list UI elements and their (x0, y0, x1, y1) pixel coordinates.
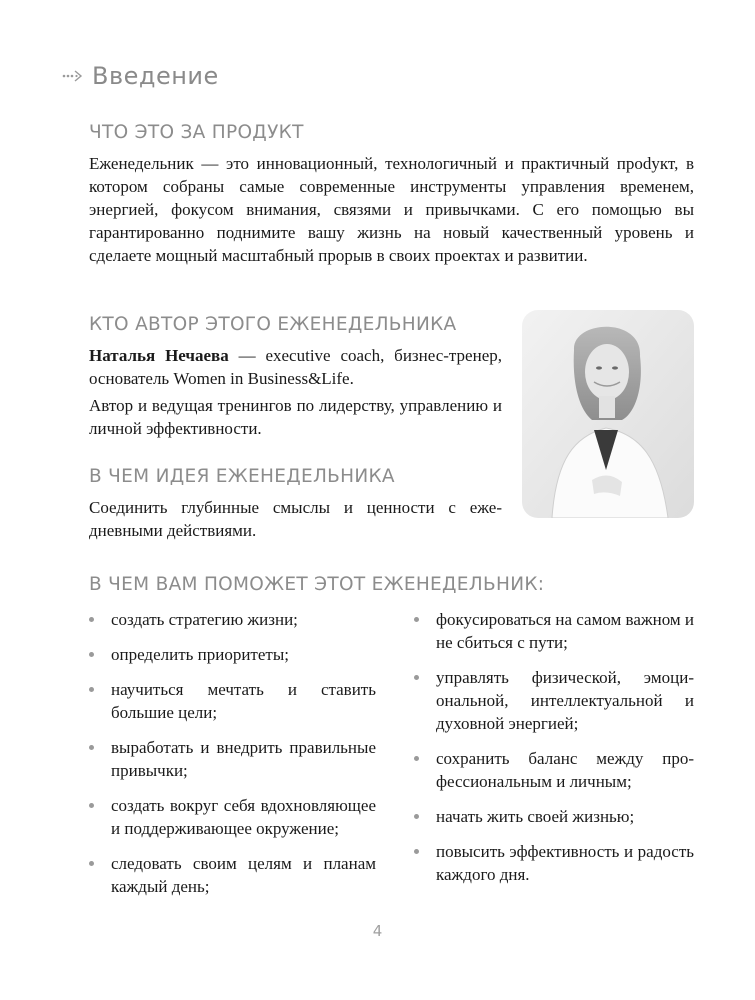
heading-author: КТО АВТОР ЭТОГО ЕЖЕНЕДЕЛЬНИКА (89, 314, 457, 335)
list-item: начать жить своей жизнью; (414, 805, 694, 828)
bullet-icon (89, 687, 94, 692)
bullet-icon (89, 861, 94, 866)
dotted-arrow-icon (62, 69, 84, 83)
list-item: повысить эффективность и радость каждого дня. (414, 840, 694, 886)
paragraph-author-bio (89, 344, 502, 390)
chapter-title-text: Введение (92, 62, 219, 90)
list-item: создать стратегию жизни; (89, 608, 376, 631)
list-item: сохранить баланс между профессиональным и личным; (414, 747, 694, 793)
list-item: фокусироваться на самом важном и не сбиться с пути; (414, 608, 694, 654)
benefits-list-right (414, 608, 694, 898)
author-name: Наталья Нечаева (89, 346, 229, 365)
list-item: создать вокруг себя вдохновляющее и поддерживающее окружение; (89, 794, 376, 840)
paragraph-idea: Соединить глубинные смыслы и ценности с ежедневными действиями. (89, 498, 502, 540)
bullet-icon (89, 617, 94, 622)
list-item: следовать своим целям и планам каждый день; (89, 852, 376, 898)
page-number: 4 (372, 922, 383, 940)
bullet-icon (414, 617, 419, 622)
bullet-icon (414, 756, 419, 761)
author-bio: — executive coach, бизнес-тренер, основатель Women in Business&Life. (89, 346, 502, 388)
list-item: определить приоритеты; (89, 643, 376, 666)
paragraph-author: Автор и ведущая тренингов по лидерству, управлению и личной эффективности. (89, 396, 502, 438)
bullet-icon (414, 814, 419, 819)
author-photo (522, 310, 694, 518)
bullet-icon (414, 849, 419, 854)
list-item: управлять физической, эмоциональной, интеллектуальной и духовной энергией; (414, 666, 694, 735)
paragraph-what: Еженедельник — это инновационный, технологичный и практичный проdукт, в котором собраны самые современные инструменты управления временем, энергией, фокусом внимания, связями и привычками. С его помощью вы гарантированно поднимите вашу жизнь на новый качественный уровень и сделаете мощный масштабный прорыв в своих проектах и развитии. (89, 154, 694, 265)
benefits-list-left (89, 608, 376, 910)
bullet-icon (414, 675, 419, 680)
bullet-icon (89, 652, 94, 657)
heading-idea: В ЧЕМ ИДЕЯ ЕЖЕНЕДЕЛЬНИКА (89, 466, 395, 487)
bullet-icon (89, 745, 94, 750)
heading-help: В ЧЕМ ВАМ ПОМОЖЕТ ЭТОТ ЕЖЕНЕДЕЛЬНИК: (89, 574, 545, 595)
bullet-icon (89, 803, 94, 808)
heading-what: ЧТО ЭТО ЗА ПРОДУКТ (89, 122, 304, 143)
chapter-title (62, 62, 219, 90)
list-item: выработать и внедрить правильные привычки; (89, 736, 376, 782)
list-item: научиться мечтать и ставить большие цели; (89, 678, 376, 724)
